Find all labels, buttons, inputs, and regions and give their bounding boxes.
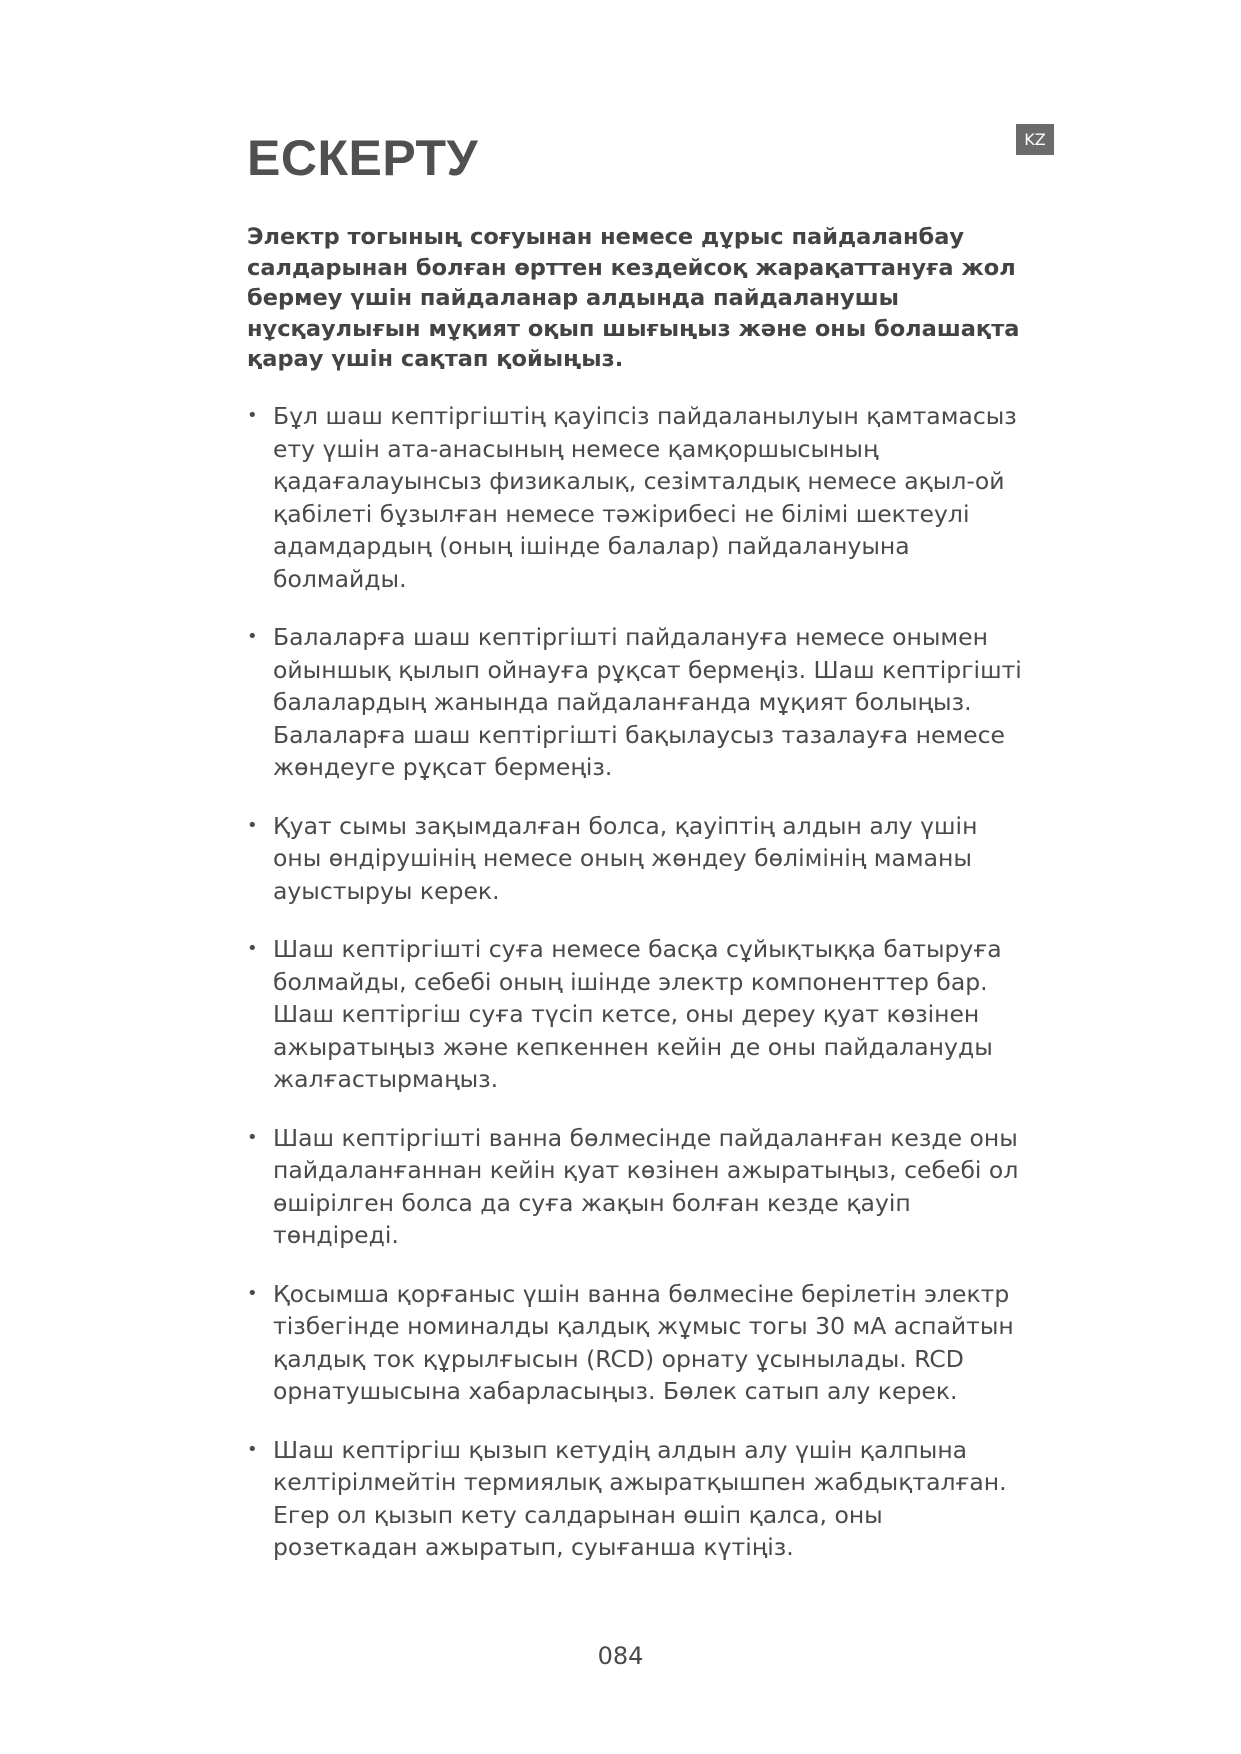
bullet-icon: • xyxy=(247,814,258,836)
list-item-text: Қуат сымы зақымдалған болса, қауіптің алдын алу үшін оны өндірушінің немесе оның жөндеу бөлімінің маманы ауыстыруы керек. xyxy=(273,811,978,905)
list-item xyxy=(247,1434,1027,1564)
list-item xyxy=(247,1278,1027,1408)
warning-intro: Электр тогының соғуынан немесе дұрыс пайдаланбау салдарынан болған өрттен кездейсоқ жарақаттануға жол бермеу үшін пайдаланар алдында пайдаланушы нұсқаулығын мұқият оқып шығыңыз және оны болашақта қарау үшін сақтап қойыңыз. xyxy=(247,224,1020,372)
warning-list xyxy=(247,400,1027,1590)
language-badge: KZ xyxy=(1016,124,1054,155)
list-item-text: Шаш кептіргіш қызып кетудің алдын алу үшін қалпына келтірілмейтін термиялық ажыратқышпен жабдықталған. Егер ол қызып кету салдарынан өшіп қалса, оны розеткадан ажыратып, суығанша күтіңіз. xyxy=(273,1435,1007,1561)
bullet-icon: • xyxy=(247,626,258,647)
page-title: ЕСКЕРТУ xyxy=(247,130,479,186)
list-item-text: Бұл шаш кептіргіштің қауіпсіз пайдаланылуын қамтамасыз ету үшін ата-анасының немесе қамқоршысының қадағалауынсыз физикалық, сезімталдық немесе ақыл-ой қабілеті бұзылған немесе тәжірибесі не білімі шектеулі адамдардың (оның ішінде балалар) пайдалануына болмайды. xyxy=(273,402,1017,593)
list-item xyxy=(247,621,1027,784)
list-item-text: Шаш кептіргішті ванна бөлмесінде пайдаланған кезде оны пайдаланғаннан кейін қуат көзінен ажыратыңыз, себебі ол өшірілген болса да суға жақын болған кезде қауіп төндіреді. xyxy=(273,1123,1019,1249)
list-item-text: Балаларға шаш кептіргішті пайдалануға немесе онымен ойыншық қылып ойнауға рұқсат бермеңіз. Шаш кептіргішті балалардың жанында пайдаланғанда мұқият болыңыз. Балаларға шаш кептіргішті бақылаусыз тазалауға немесе жөндеуге рұқсат бермеңіз. xyxy=(273,623,1022,781)
list-item-text: Қосымша қорғаныс үшін ванна бөлмесіне берілетін электр тізбегінде номиналды қалдық жұмыс тогы 30 мА аспайтын қалдық ток құрылғысын (RCD) орнату ұсынылады. RCD орнатушысына хабарласыңыз. Бөлек сатып алу керек. xyxy=(273,1279,1014,1405)
list-item xyxy=(247,933,1027,1096)
list-item xyxy=(247,1122,1027,1252)
page-number: 084 xyxy=(597,1642,644,1670)
list-item-text: Шаш кептіргішті суға немесе басқа сұйықтыққа батыруға болмайды, себебі оның ішінде электр компоненттер бар. Шаш кептіргіш суға түсіп кетсе, оны дереу қуат көзінен ажыратыңыз және кепкеннен кейін де оны пайдалануды жалғастырмаңыз. xyxy=(273,935,1002,1093)
list-item xyxy=(247,400,1027,595)
bullet-icon: • xyxy=(247,405,258,426)
bullet-icon: • xyxy=(247,1282,258,1304)
list-item xyxy=(247,810,1027,908)
bullet-icon: • xyxy=(247,1438,258,1460)
bullet-icon: • xyxy=(247,1126,258,1148)
bullet-icon: • xyxy=(247,938,258,959)
